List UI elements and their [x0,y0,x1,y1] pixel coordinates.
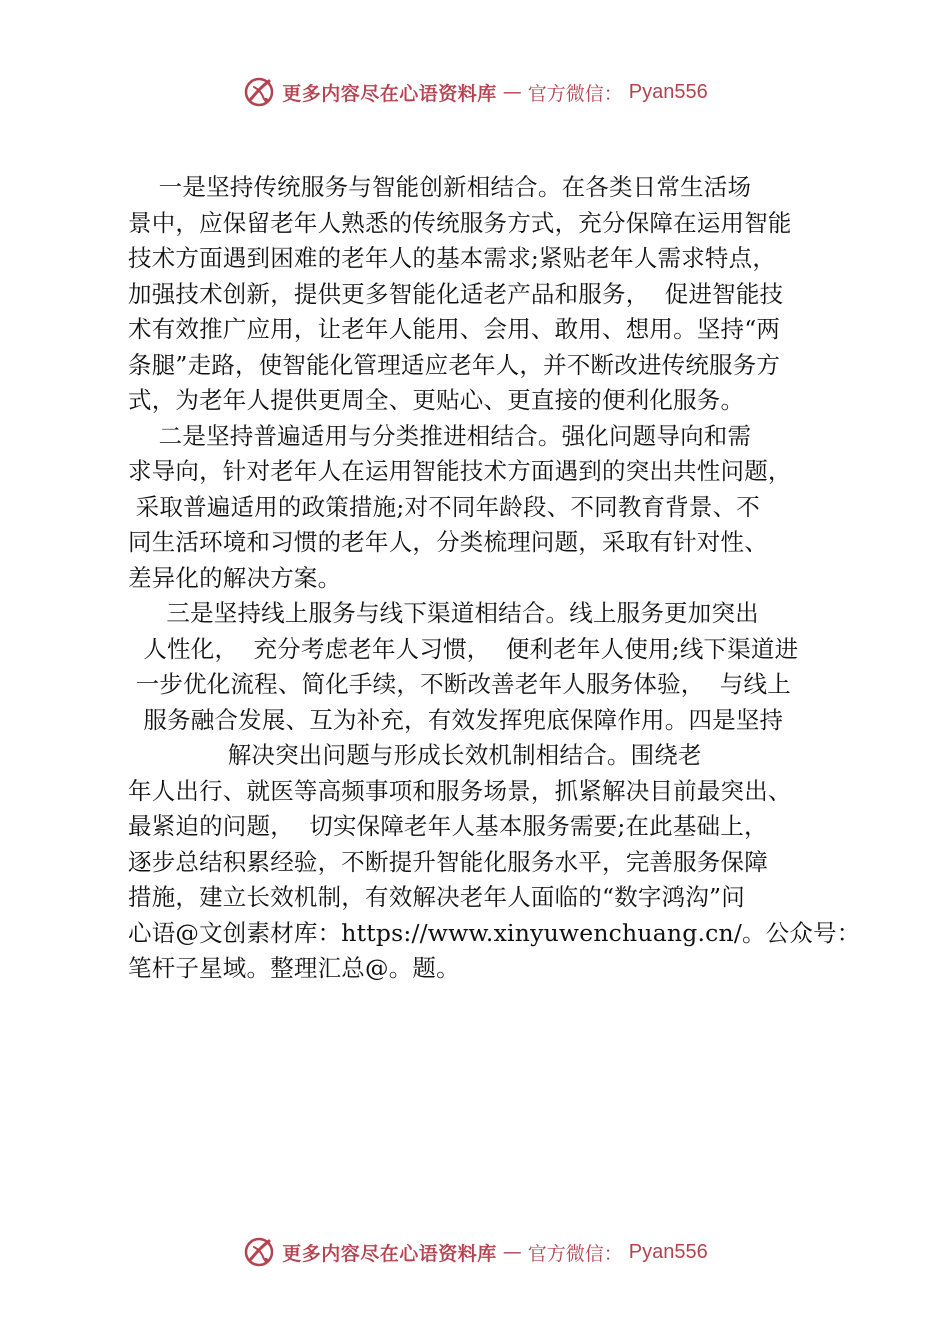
body-text-line: 笔杆子星域。整理汇总@。题。 [128,954,460,982]
document-body [128,170,861,987]
header-watermark-text: 更多内容尽在心语资料库 [282,82,497,105]
body-text-line: 二是坚持普遍适用与分类推进相结合。强化问题导向和需 [128,421,752,450]
body-text-line: 心语@文创素材库：https://www.xinyuwenchuang.cn/。公众号： [128,918,861,947]
body-text-line: 逐步总结积累经验，不断提升智能化服务水平，完善服务保障 [128,847,768,876]
header-wechat-label: 官方微信： [527,82,623,105]
body-text-line: 技术方面遇到困难的老年人的基本需求;紧贴老年人需求特点， [128,244,777,272]
body-text-line: 服务融合发展、互为补充，有效发挥兜底保障作用。四是坚持 [128,705,784,734]
body-text-line: 景中，应保留老年人熟悉的传统服务方式，充分保障在运用智能 [128,208,792,237]
footer-watermark [0,1232,950,1272]
body-text-line: 年人出行、就医等高频事项和服务场景，抓紧解决目前最突出、 [128,776,792,805]
header-watermark [0,72,950,112]
body-text-line: 三是坚持线上服务与线下渠道相结合。线上服务更加突出 [128,599,759,627]
calligraphy-brush-logo-icon [242,75,276,109]
body-text-line: 差异化的解决方案。 [128,563,342,592]
footer-wechat-id: Pyan556 [628,1240,708,1263]
body-text-line: 术有效推广应用，让老年人能用、会用、敢用、想用。坚持“两 [128,315,781,343]
body-text-line: 最紧迫的问题， 切实保障老年人基本服务需要;在此基础上， [128,812,768,840]
header-watermark-separator: — [502,81,522,103]
body-text-line: 加强技术创新，提供更多智能化适老产品和服务， 促进智能技 [128,279,784,308]
body-text-line: 解决突出问题与形成长效机制相结合。围绕老 [128,741,702,769]
header-wechat-id: Pyan556 [628,80,708,103]
footer-watermark-text: 更多内容尽在心语资料库 [282,1242,497,1265]
footer-watermark-separator: — [502,1241,522,1263]
body-text-line: 求导向，针对老年人在运用智能技术方面遇到的突出共性问题， [128,457,792,485]
body-text-line: 采取普遍适用的政策措施;对不同年龄段、不同教育背景、不 [128,492,760,521]
body-text-line: 措施，建立长效机制，有效解决老年人面临的“数字鸿沟”问 [128,883,745,911]
body-text-line: 一是坚持传统服务与智能创新相结合。在各类日常生活场 [128,173,752,201]
body-text-line: 人性化， 充分考虑老年人习惯， 便利老年人使用;线下渠道进 [128,634,799,663]
calligraphy-brush-logo-icon [242,1235,276,1269]
body-text-line: 同生活环境和习惯的老年人，分类梳理问题，采取有针对性、 [128,528,768,556]
footer-wechat-label: 官方微信： [527,1242,623,1265]
body-text-line: 一步优化流程、简化手续，不断改善老年人服务体验， 与线上 [128,670,791,698]
body-text-line: 式，为老年人提供更周全、更贴心、更直接的便利化服务。 [128,386,745,414]
body-text-line: 条腿”走路，使智能化管理适应老年人，并不断改进传统服务方 [128,350,781,379]
